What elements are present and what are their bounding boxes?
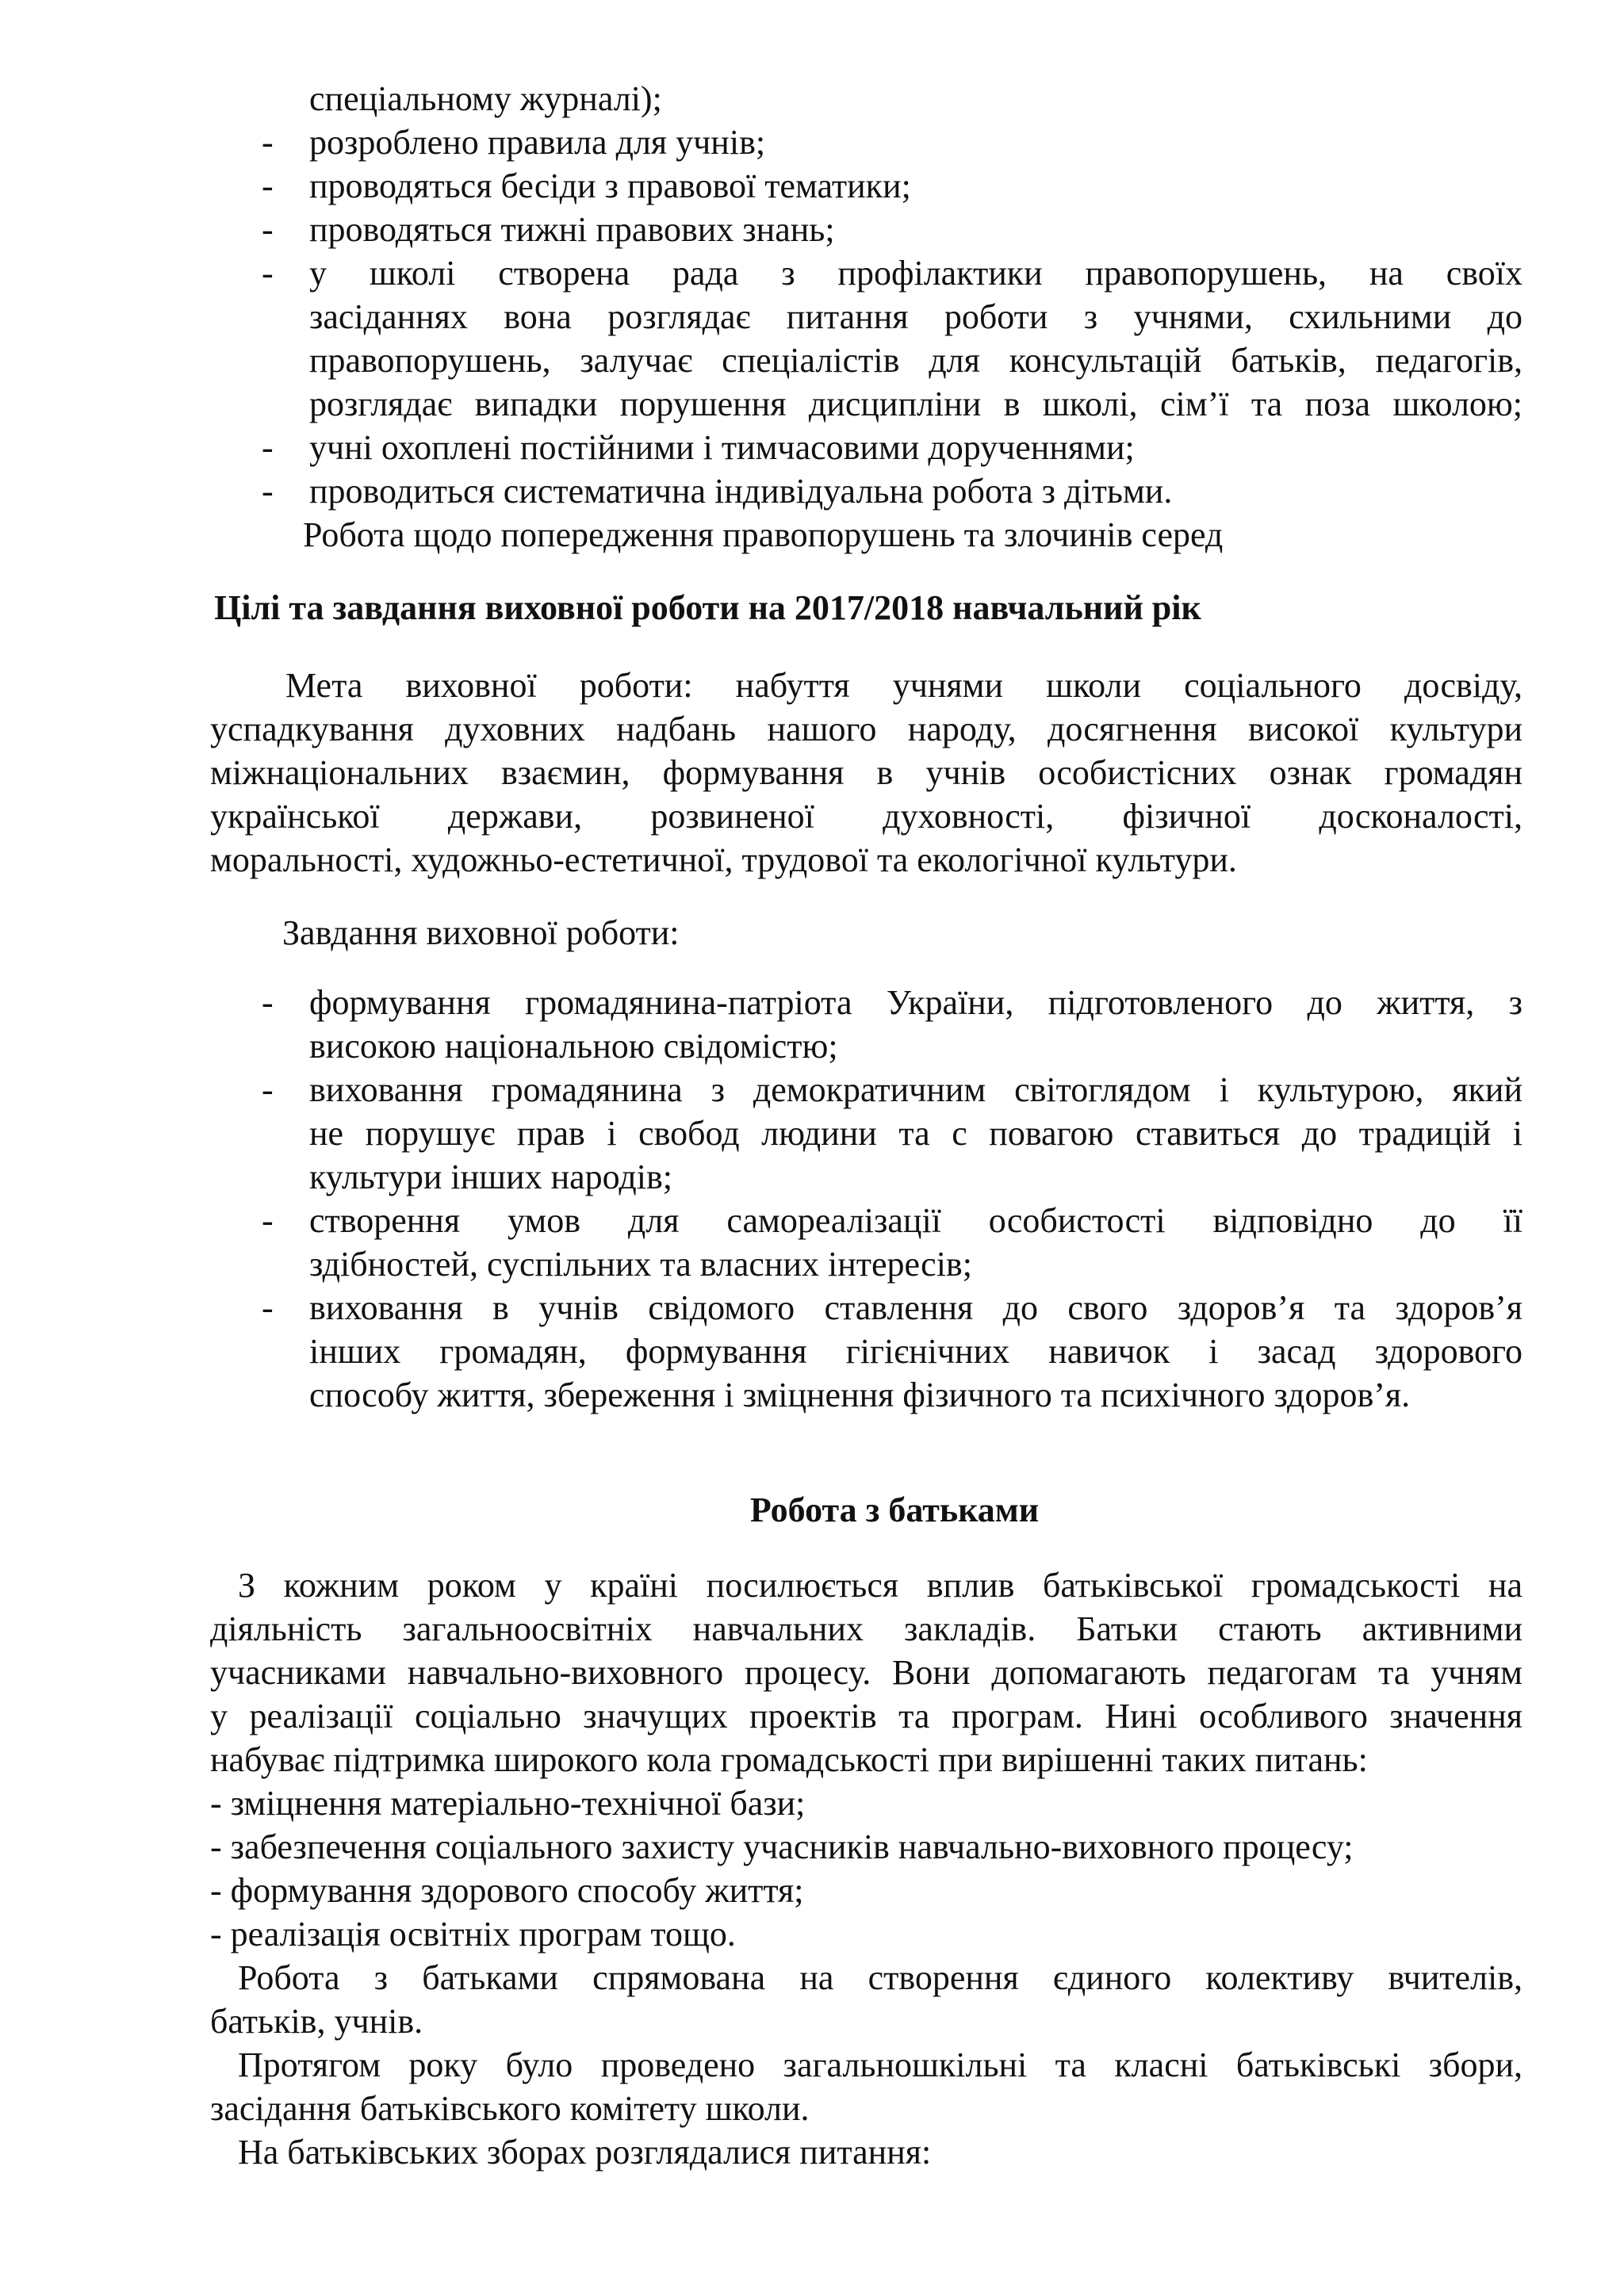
list-item-continuation: культури інших народів;: [309, 1158, 672, 1196]
list-item-continuation: не порушує прав і свобод людини та с повагою ставиться до традицій і: [309, 1114, 1522, 1153]
list-item-continuation: здібностей, суспільних та власних інтересів;: [309, 1245, 972, 1284]
list-item-continuation: способу життя, збереження і зміцнення фізичного та психічного здоров’я.: [309, 1376, 1411, 1414]
goals-heading: Цілі та завдання виховної роботи на 2017/2018 навчальний рік: [214, 588, 1201, 627]
parents-line: засідання батьківського комітету школи.: [210, 2089, 810, 2128]
bullet-dash: -: [262, 1288, 274, 1327]
parents-line: учасниками навчально-виховного процесу. Вони допомагають педагогам та учням: [210, 1653, 1522, 1692]
list-item: у школі створена рада з профілактики правопорушень, на своїх: [309, 254, 1522, 293]
parents-line: На батьківських зборах розглядалися питання:: [238, 2133, 932, 2172]
bullet-dash: -: [262, 123, 274, 162]
parents-line: у реалізації соціально значущих проектів та програм. Нині особливого значення: [210, 1697, 1522, 1735]
bullet-dash: -: [262, 210, 274, 249]
list-item-continuation: засіданнях вона розглядає питання роботи з учнями, схильними до: [309, 297, 1522, 336]
bullet-dash: -: [262, 428, 274, 467]
list-item: проводиться систематична індивідуальна робота з дітьми.: [309, 472, 1173, 511]
list-item: учні охоплені постійними і тимчасовими дорученнями;: [309, 428, 1135, 467]
parents-line: діяльність загальноосвітніх навчальних закладів. Батьки стають активними: [210, 1609, 1522, 1648]
list-item: проводяться тижні правових знань;: [309, 210, 835, 249]
list-item-continuation: високою національною свідомістю;: [309, 1027, 838, 1066]
mission-line: української держави, розвиненої духовності, фізичної досконалості,: [210, 797, 1522, 836]
bullet-dash: -: [262, 1070, 274, 1109]
list-item: виховання громадянина з демократичним світоглядом і культурою, який: [309, 1070, 1522, 1109]
bullet-dash: -: [262, 983, 274, 1022]
tasks-heading: Завдання виховної роботи:: [282, 913, 680, 952]
parents-list-item: - реалізація освітніх програм тощо.: [210, 1915, 736, 1954]
parents-line: батьків, учнів.: [210, 2002, 423, 2041]
bullet-dash: -: [262, 254, 274, 293]
list-item: створення умов для самореалізації особистості відповідно до її: [309, 1201, 1522, 1240]
list-item: проводяться бесіди з правової тематики;: [309, 166, 911, 205]
mission-line: успадкування духовних надбань нашого народу, досягнення високої культури: [210, 710, 1522, 748]
list-item: формування громадянина-патріота України, підготовленого до життя, з: [309, 983, 1522, 1022]
parents-line: Протягом року було проведено загальношкільні та класні батьківські збори,: [238, 2045, 1522, 2084]
parents-list-item: - забезпечення соціального захисту учасників навчально-виховного процесу;: [210, 1827, 1354, 1866]
parents-heading: Робота з батьками: [749, 1490, 1040, 1529]
parents-line: набуває підтримка широкого кола громадськості при вирішенні таких питань:: [210, 1740, 1368, 1779]
bullet-dash: -: [262, 166, 274, 205]
parents-line: З кожним роком у країні посилюється вплив батьківської громадськості на: [238, 1566, 1522, 1605]
work-note: Робота щодо попередження правопорушень та злочинів серед: [303, 515, 1224, 554]
bullet-dash: -: [262, 472, 274, 511]
list-continuation-line: спеціальному журналі);: [309, 79, 662, 118]
list-item-continuation: розглядає випадки порушення дисципліни в школі, сім’ї та поза школою;: [309, 385, 1522, 423]
bullet-dash: -: [262, 1201, 274, 1240]
mission-line: міжнаціональних взаємин, формування в учнів особистісних ознак громадян: [210, 753, 1522, 792]
parents-list-item: - зміцнення матеріально-технічної бази;: [210, 1784, 806, 1823]
list-item: розроблено правила для учнів;: [309, 123, 766, 162]
parents-line: Робота з батьками спрямована на створення єдиного колективу вчителів,: [238, 1958, 1522, 1997]
list-item-continuation: інших громадян, формування гігієнічних навичок і засад здорового: [309, 1332, 1522, 1371]
list-item: виховання в учнів свідомого ставлення до свого здоров’я та здоров’я: [309, 1288, 1522, 1327]
parents-list-item: - формування здорового способу життя;: [210, 1871, 804, 1910]
mission-line: Мета виховної роботи: набуття учнями школи соціального досвіду,: [285, 666, 1522, 705]
list-item-continuation: правопорушень, залучає спеціалістів для консультацій батьків, педагогів,: [309, 341, 1522, 380]
mission-line: моральності, художньо-естетичної, трудової та екологічної культури.: [210, 840, 1237, 879]
